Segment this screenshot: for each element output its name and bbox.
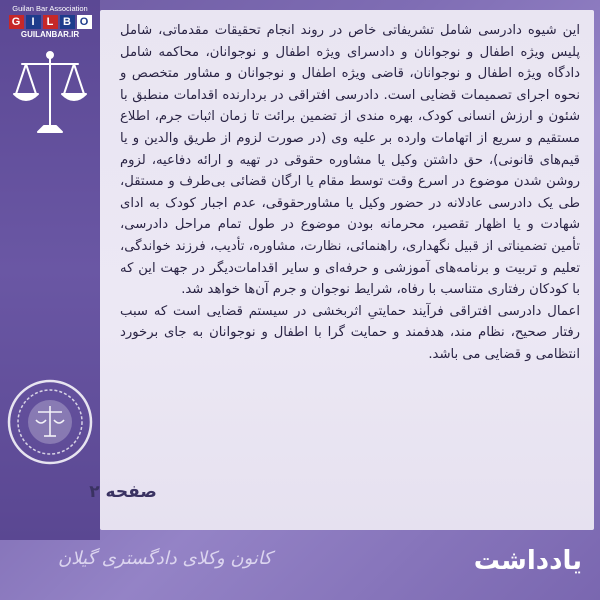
logo-letter: B <box>60 15 75 29</box>
article-body <box>120 20 580 366</box>
website-label: GUILANBAR.IR <box>20 30 80 39</box>
association-name: Guilan Bar Association <box>12 4 88 13</box>
association-signature: کانون وکلای دادگستری گیلان <box>58 548 272 569</box>
gilbo-logo <box>4 15 96 29</box>
logo-letter: G <box>9 15 24 29</box>
logo-letter: I <box>26 15 41 29</box>
footer-title: یادداشت <box>473 546 582 576</box>
body-paragraph: اعمال دادرسی افتراقی فرآیند حمایتیِ اثربخشی در سیستم قضایی است که سبب رفتار صحیح، نظام مند، هدفمند و حمایت گرا با اطفال و نوجوانان به جای برخورد انتظامی و قضایی می باشد. <box>120 303 580 362</box>
bar-association-emblem-icon <box>6 378 94 466</box>
page-number: صفحه ۲ <box>89 482 157 502</box>
association-logo <box>4 4 96 40</box>
logo-letter: O <box>77 15 92 29</box>
scales-of-justice-icon <box>12 48 88 140</box>
body-paragraph: این شیوه دادرسی شامل تشریفاتی خاص در روند انجام تحقیقات مقدماتی، شامل پلیس ویژه اطفال و نوجوانان و دادسرای ویژه اطفال و نوجوانان، محاکمه شامل دادگاه ویژه اطفال و نوجوانان، قاضی ویژه اطفال و نوجوانان و مشاور متخصص و نحوه اجرای تصمیمات قضایی است. دادرسی افتراقی در بردارنده اقدامات منطبق با شئون و ارزش انسانی کودک، بهره مندی از تضمین برائت تا زمان اثبات جرم، اطلاع مستقیم و سریع از اتهامات وارده بر علیه وی (در صورت لزوم از طریق والدین و یا قیم‌های قانونی)، حق داشتن وکیل یا مشاوره حقوقی در تهیه و ارائه دفاعیه، لزوم روشن شدن موضوع در اسرع وقت توسط مقام یا ارگان قضائی بی‌طرف و مستقل، طی یک دادرسی عادلانه در حضور وکیل یا مشاورحقوقی، عدم اجبار کودک به ادای شهادت و یا اظهار تقصیر، محرمانه بودن موضوع در طول تمام مراحل دادرسی، تأمین تضمیناتی از قبیل نگهداری، راهنمائی، نظارت، مشاوره، تأدیب، فرزند خواندگی، تعلیم و تربیت و برنامه‌های آموزشی و حرفه‌ای و سایر اقدامات‌دیگر در جهت این که با کودکان رفتاری متناسب با رفاه، شرایط نوجوان و جرم آن‌ها خواهد شد. <box>120 23 580 298</box>
logo-letter: L <box>43 15 58 29</box>
